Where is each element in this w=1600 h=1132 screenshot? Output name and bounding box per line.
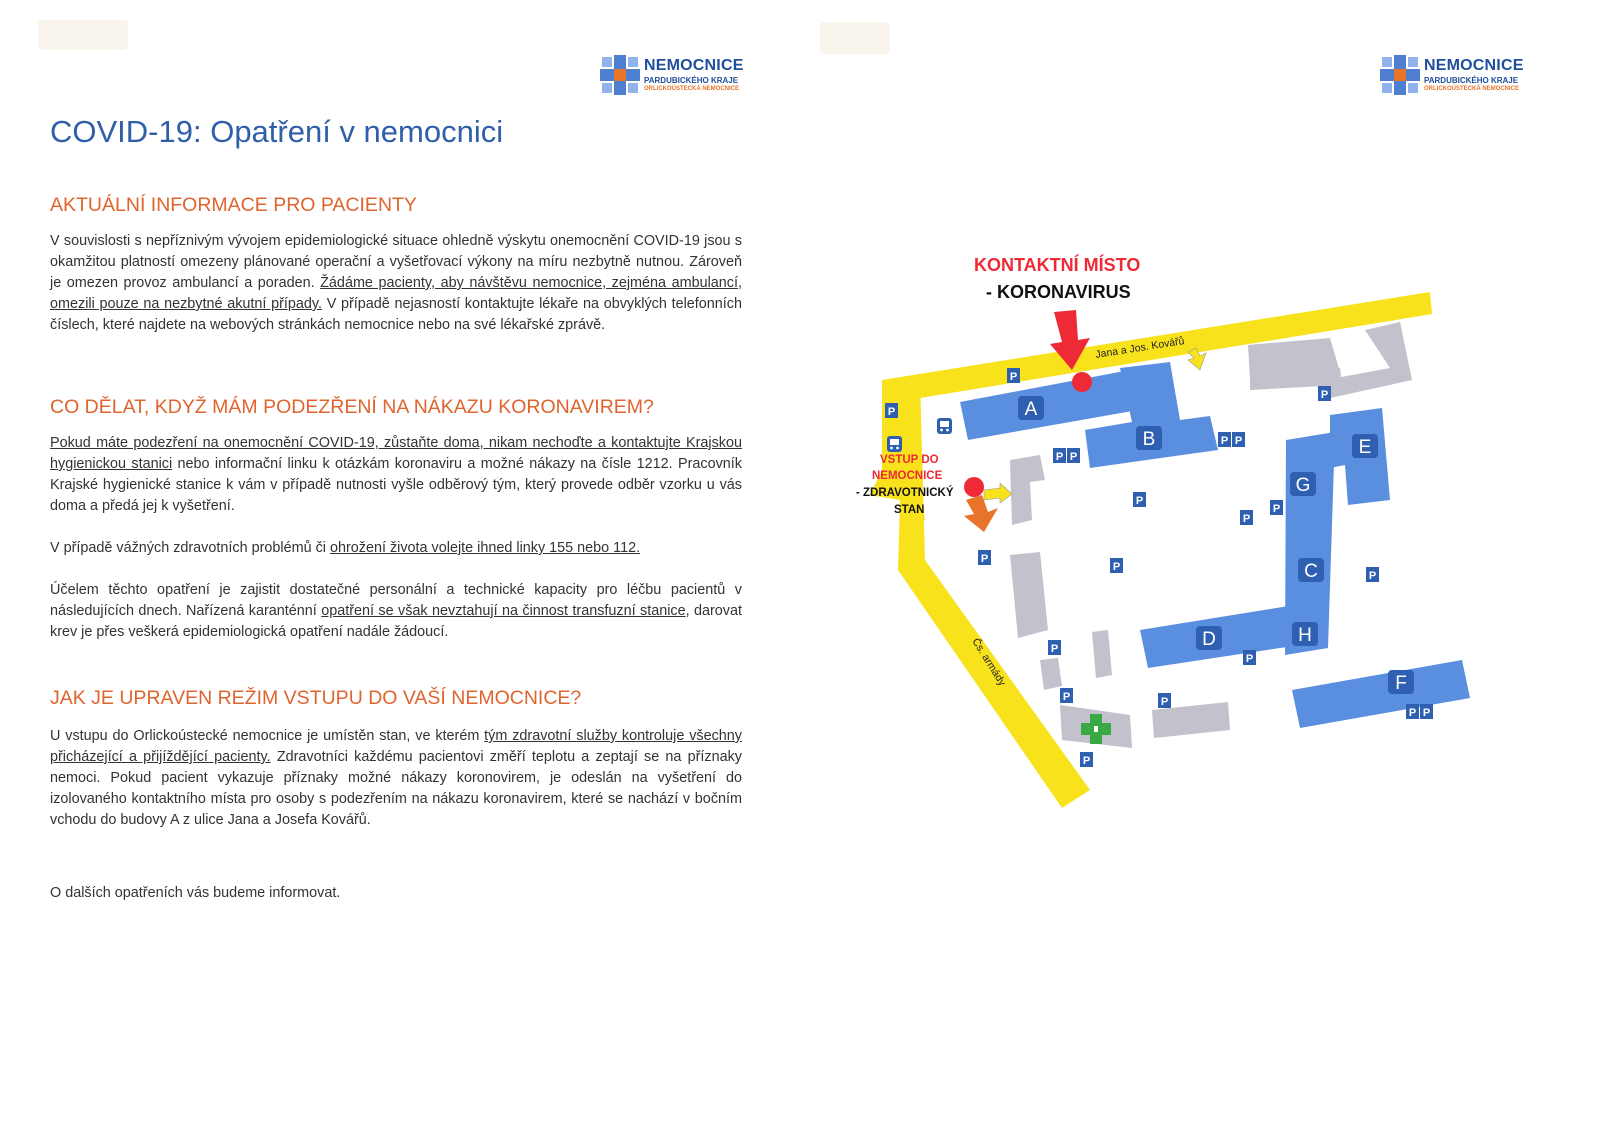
parking-icon <box>1133 492 1146 507</box>
svg-text:P: P <box>1160 696 1169 708</box>
text-segment: , darovat krev je přes veškerá epidemiologická opatření nadále žádoucí. <box>50 603 742 640</box>
accessible-parking-icon <box>1420 704 1433 719</box>
underlined-text: opatření se však nevztahují na činnost transfuzní stanice <box>321 603 686 619</box>
svg-text:P: P <box>1368 570 1377 582</box>
hospital-site-map <box>800 0 1600 1132</box>
building-c-g-h <box>1285 432 1335 655</box>
svg-text:P: P <box>1050 643 1059 655</box>
closing-note: O dalších opatřeních vás budeme informovat. <box>50 885 341 901</box>
parking-icon <box>1158 693 1171 708</box>
paragraph-purpose <box>50 580 742 643</box>
building-labels <box>1018 396 1414 694</box>
hospital-logo <box>600 55 760 99</box>
street-name-jana-a-jos-kovaru: Jana a Jos. Kovářů <box>1094 335 1186 361</box>
scan-artifact <box>38 20 128 50</box>
svg-text:P: P <box>1320 389 1329 401</box>
text-segment: V případě nejasností kontaktujte lékaře na obvyklých telefonních číslech, které najdete na webových stránkách nemocnice nebo na své lékařské zprávě. <box>50 296 742 333</box>
bus-stop-icon <box>937 418 952 434</box>
svg-text:P: P <box>1272 503 1281 515</box>
entry-sublabel: - ZDRAVOTNICKÝ <box>856 487 954 499</box>
paragraph-entry-regime <box>50 726 742 831</box>
svg-text:P: P <box>1135 495 1144 507</box>
page-title: COVID-19: Opatření v nemocnici <box>50 114 504 149</box>
underlined-text: tým zdravotní služby kontroluje všechny přicházející a přijíždějící pacienty. <box>50 728 742 765</box>
svg-text:P: P <box>1220 435 1229 447</box>
entry-arrow-icon <box>964 495 998 532</box>
parking-icon <box>1232 432 1245 447</box>
contact-point-marker <box>1072 372 1092 392</box>
logo-line-1: NEMOCNICE <box>1424 57 1524 74</box>
text-segment: U vstupu do Orlickoústecké nemocnice je umístěn stan, ve kterém <box>50 728 485 744</box>
street-name-cs-armady: Čs. armády <box>969 636 1009 689</box>
svg-text:P: P <box>1245 653 1254 665</box>
text-segment: Účelem těchto opatření je zajistit dostatečné personální a technické kapacity pro léčbu pacientů v následujících dnech. Nařízená karanténní <box>50 582 742 619</box>
logo-line-3: ORLICKOÚSTECKÁ NEMOCNICE <box>1424 86 1520 92</box>
section-heading-entry-regime: JAK JE UPRAVEN REŽIM VSTUPU DO VAŠÍ NEMOCNICE? <box>50 687 582 709</box>
svg-text:P: P <box>1234 435 1243 447</box>
accessible-parking-icon <box>1240 510 1253 525</box>
entry-sublabel: STAN <box>894 504 925 516</box>
svg-text:P: P <box>1408 707 1417 719</box>
road-cs-armady <box>870 380 1090 808</box>
accessible-parking-icon <box>1406 704 1419 719</box>
direction-arrow-icon <box>984 483 1012 503</box>
grey-building <box>1010 552 1048 638</box>
building-letter: D <box>1202 629 1216 650</box>
building-letter: F <box>1395 673 1407 694</box>
building-f <box>1292 660 1470 728</box>
parking-icon <box>1318 386 1331 401</box>
logo-line-2: PARDUBICKÉHO KRAJE <box>644 76 739 85</box>
parking-icon <box>1270 500 1283 515</box>
underlined-text: Pokud máte podezření na onemocnění COVID-19, zůstaňte doma, nikam nechoďte a kontaktujte Krajskou hygienickou stanici <box>50 435 742 472</box>
svg-text:P: P <box>1055 451 1064 463</box>
svg-text:P: P <box>1069 451 1078 463</box>
building-letter: H <box>1298 625 1312 646</box>
paragraph-emergency <box>50 538 742 559</box>
logo-line-1: NEMOCNICE <box>644 57 744 74</box>
svg-text:P: P <box>980 553 989 565</box>
parking-icon <box>1110 558 1123 573</box>
paragraph-current-info <box>50 231 742 336</box>
building-letter: B <box>1142 429 1156 450</box>
right-page <box>800 0 1600 1132</box>
svg-text:P: P <box>1242 513 1251 525</box>
svg-text:P: P <box>1062 691 1071 703</box>
building-letter: C <box>1304 561 1318 582</box>
contact-point-sublabel: - KORONAVIRUS <box>986 282 1131 302</box>
parking-icon <box>1080 752 1093 767</box>
parking-icon <box>1048 640 1061 655</box>
building-letter: A <box>1024 399 1038 420</box>
entry-label: VSTUP DO <box>880 454 939 466</box>
building-letter: E <box>1358 437 1372 458</box>
svg-text:P: P <box>1082 755 1091 767</box>
contact-point-label: KONTAKTNÍ MÍSTO <box>974 255 1141 275</box>
parking-icon <box>1366 567 1379 582</box>
text-segment: V souvislosti s nepříznivým vývojem epidemiologické situace ohledně výskytu onemocnění COVID-19 jsou s okamžitou platností omezeny plánované operační a vyšetřovací výkony na míru nezbytně nutnou. Zároveň je omezen provoz ambulancí a poraden. <box>50 233 742 291</box>
parking-icon <box>1218 432 1231 447</box>
hospital-cross-icon <box>600 55 640 95</box>
section-heading-current-info: AKTUÁLNÍ INFORMACE PRO PACIENTY <box>50 194 417 216</box>
parking-icon <box>1053 448 1066 463</box>
grey-building <box>1040 658 1062 690</box>
logo-line-2: PARDUBICKÉHO KRAJE <box>1424 76 1519 85</box>
entry-label: NEMOCNICE <box>872 470 943 482</box>
text-segment: nebo informační linku k otázkám koronaviru a možné nákazy na čísle 1212. Pracovník Krajské hygienické stanice k vám v případě nutnosti vyšle odběrový tým, který provede odběr vzorku u vás doma a předá jej k vyšetření. <box>50 456 742 514</box>
underlined-text: ohrožení života volejte ihned linky 155 nebo 112. <box>329 540 641 556</box>
underlined-text: Žádáme pacienty, aby návštěvu nemocnice, zejména ambulancí, omezili pouze na nezbytné akutní případy. <box>50 275 742 312</box>
svg-text:P: P <box>1422 707 1431 719</box>
section-heading-suspicion: CO DĚLAT, KDYŽ MÁM PODEZŘENÍ NA NÁKAZU KORONAVIREM? <box>50 396 654 418</box>
logo-line-3: ORLICKOÚSTECKÁ NEMOCNICE <box>644 86 740 92</box>
svg-text:P: P <box>1009 371 1018 383</box>
accessible-parking-icon <box>1060 688 1073 703</box>
grey-building <box>1010 455 1045 525</box>
building-letter: G <box>1295 475 1311 496</box>
grey-building <box>1325 322 1412 398</box>
paragraph-suspicion <box>50 433 742 517</box>
text-segment: V případě vážných zdravotních problémů či <box>50 540 330 556</box>
parking-icon <box>978 550 991 565</box>
parking-icon <box>1007 368 1020 383</box>
accessible-parking-icon <box>1243 650 1256 665</box>
text-segment: Zdravotníci každému pacientovi změří teplotu a zeptají se na příznaky nemoci. Pokud pacient vykazuje příznaky možné nákazy koronovirem, je odeslán na vyšetření do izolovaného kontaktního místa pro osoby s podezřením na nákazu koronavirem, které se nachází v bočním vchodu do budovy A z ulice Jana a Josefa Kovářů. <box>50 749 742 828</box>
parking-icon <box>885 403 898 418</box>
grey-building <box>1092 630 1112 678</box>
bus-stop-icon <box>887 436 902 452</box>
parking-icon <box>1067 448 1080 463</box>
svg-text:P: P <box>887 406 896 418</box>
svg-text:P: P <box>1112 561 1121 573</box>
entry-tent-marker <box>964 477 984 497</box>
left-page <box>0 0 790 1132</box>
